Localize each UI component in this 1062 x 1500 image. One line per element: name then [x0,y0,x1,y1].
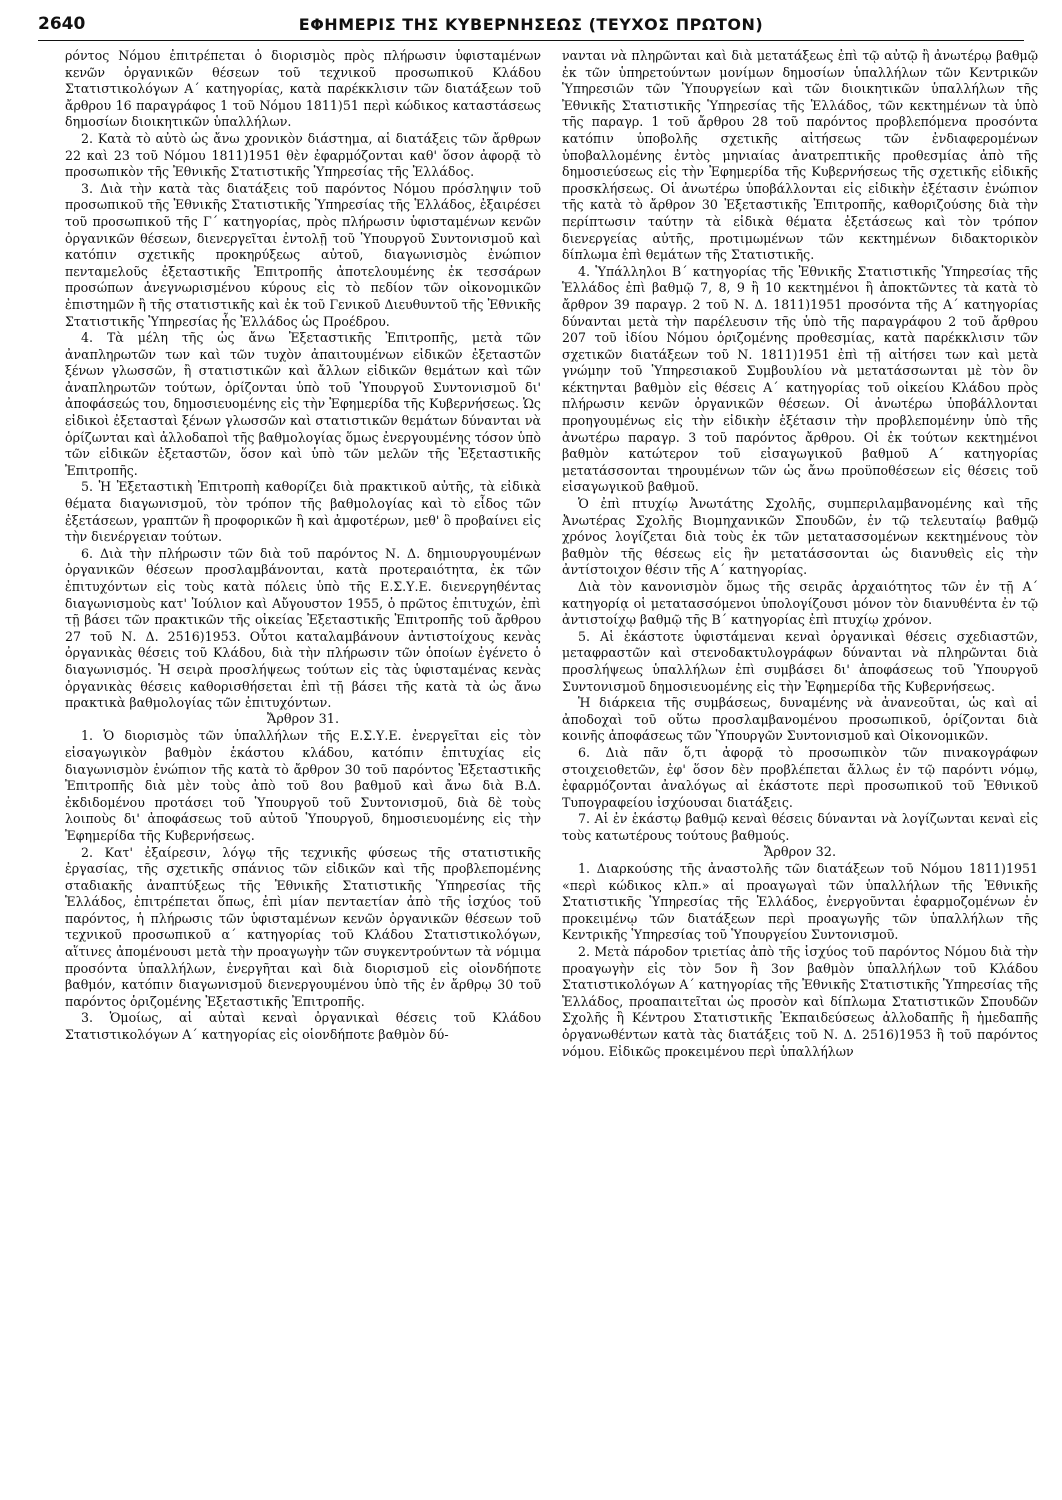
article-heading: Ἄρθρον 32. [763,844,837,860]
paragraph: 5. Ἡ Ἐξεταστικὴ Ἐπιτροπὴ καθορίζει διὰ πρακτικοῦ αὐτῆς, τὰ εἰδικὰ θέματα διαγωνισμοῦ, τὸν τρόπον τῆς βαθμολογίας καὶ τὸ εἶδος τῶν ἐξετάσεων, γραπτῶν ἢ προφορικῶν ἢ καὶ ἀμφοτέρων, μεθ' ὃ προβαίνει εἰς τὴν διενέργειαν τούτων. [65,479,541,545]
paragraph: 7. Αἱ ἐν ἑκάστῳ βαθμῷ κεναὶ θέσεις δύνανται νὰ λογίζωνται κεναὶ εἰς τοὺς κατωτέρους τούτους βαθμούς. [562,811,1038,843]
paragraph: Διὰ τὸν κανονισμὸν ὅμως τῆς σειρᾶς ἀρχαιότητος τῶν ἐν τῇ Α΄ κατηγορίᾳ οἱ μετατασσόμενοι ὑπολογίζουσι μόνον τὸν διανυθέντα ἐν τῷ ἀντιστοίχῳ βαθμῷ τῆς Β΄ κατηγορίας ἐπὶ πτυχίῳ χρόνον. [562,579,1038,628]
paragraph: 4. Ὑπάλληλοι Β΄ κατηγορίας τῆς Ἐθνικῆς Στατιστικῆς Ὑπηρεσίας τῆς Ἑλλάδος ἐπὶ βαθμῷ 7, 8, 9 ἢ 10 κεκτημένοι ἢ ἀποκτῶντες τὰ κατὰ τὸ ἄρθρον 39 παραγρ. 2 τοῦ Ν. Δ. 1811)1951 προσόντα τῆς Α΄ κατηγορίας δύνανται μετὰ τὴν παρέλευσιν τῆς ὑπὸ τῆς παραγράφου 2 τοῦ ἄρθρου 207 τοῦ ἰδίου Νόμου ὁριζομένης προθεσμίας, κατὰ παρέκκλισιν τῶν σχετικῶν διατάξεων τοῦ Ν. 1811)1951 ἐπὶ τῇ αἰτήσει των καὶ μετὰ γνώμην τοῦ Ὑπηρεσιακοῦ Συμβουλίου νὰ μετατάσσωνται μὲ τὸν ὃν κέκτηνται βαθμὸν εἰς θέσεις Α΄ κατηγορίας τοῦ οἰκείου Κλάδου πρὸς πλήρωσιν κενῶν ὀργανικῶν θέσεων. Οἱ ἀνωτέρω ὑποβάλλονται προηγουμένως εἰς τὴν εἰδικὴν ἐξέτασιν τὴν προβλεπομένην ὑπὸ τῆς ἀνωτέρω παραγρ. 3 τοῦ παρόντος ἄρθρου. Οἱ ἐκ τούτων κεκτημένοι βαθμὸν κατώτερον τοῦ εἰσαγωγικοῦ βαθμοῦ Α΄ κατηγορίας μετατάσσονται τηρουμένων τῶν ὡς ἄνω προϋποθέσεων εἰς θέσεις τοῦ εἰσαγωγικοῦ βαθμοῦ. [562,263,1038,495]
paragraph: 6. Διὰ πᾶν ὅ,τι ἀφορᾷ τὸ προσωπικὸν τῶν πινακογράφων στοιχειοθετῶν, ἐφ' ὅσον δὲν προβλέπεται ἄλλως ἐν τῷ παρόντι νόμῳ, ἐφαρμόζονται ἀναλόγως αἱ ἑκάστοτε περὶ προσωπικοῦ τοῦ Ἐθνικοῦ Τυπογραφείου ἰσχύουσαι διατάξεις. [562,744,1038,810]
paragraph: 4. Τὰ μέλη τῆς ὡς ἄνω Ἐξεταστικῆς Ἐπιτροπῆς, μετὰ τῶν ἀναπληρωτῶν των καὶ τῶν τυχὸν ἀπαιτουμένων εἰδικῶν ἐξεταστῶν ξένων γλωσσῶν, ἢ στατιστικῶν καὶ ἄλλων εἰδικῶν θεμάτων καὶ τῶν ἀναπληρωτῶν τούτων, ὁρίζονται ὑπὸ τοῦ Ὑπουργοῦ Συντονισμοῦ δι' ἀποφάσεώς του, δημοσιευομένης εἰς τὴν Ἐφημερίδα τῆς Κυβερνήσεως. Ὡς εἰδικοὶ ἐξετασταὶ ξένων γλωσσῶν καὶ στατιστικῶν θεμάτων δύνανται νὰ ὁρίζωνται καὶ ἀλλοδαποὶ τῆς βαθμολογίας ὅμως ἐνεργουμένης τόσον ὑπὸ τῶν εἰδικῶν ἐξεταστῶν, ὅσον καὶ ὑπὸ τῶν μελῶν τῆς Ἐξεταστικῆς Ἐπιτροπῆς. [65,330,541,478]
paragraph: 5. Αἱ ἑκάστοτε ὑφιστάμεναι κεναὶ ὀργανικαὶ θέσεις σχεδιαστῶν, μεταφραστῶν καὶ στενοδακτυλογράφων δύνανται νὰ πληρῶνται διὰ προσλήψεως ὑπαλλήλων ἐπὶ συμβάσει δι' ἀποφάσεως τοῦ Ὑπουργοῦ Συντονισμοῦ δημοσιευομένης εἰς τὴν Ἐφημερίδα τῆς Κυβερνήσεως. [562,628,1038,694]
page-header [38,14,1024,41]
paragraph: νανται νὰ πληρῶνται καὶ διὰ μετατάξεως ἐπὶ τῷ αὐτῷ ἢ ἀνωτέρῳ βαθμῷ ἐκ τῶν ὑπηρετούντων μονίμων δημοσίων ὑπαλλήλων τῶν Κεντρικῶν Ὑπηρεσιῶν τῶν Ὑπουργείων καὶ τῶν διοικητικῶν ὑπαλλήλων τῆς Ἐθνικῆς Στατιστικῆς Ὑπηρεσίας τῆς Ἑλλάδος, τῶν κεκτημένων τὰ ὑπὸ τῆς παραγρ. 1 τοῦ ἄρθρου 28 τοῦ παρόντος προβλεπόμενα προσόντα κατόπιν ὑποβολῆς σχετικῆς αἰτήσεως τῶν ἐνδιαφερομένων ὑποβαλλομένης ἐντὸς μηνιαίας ἀνατρεπτικῆς προθεσμίας ἀπὸ τῆς δημοσιεύσεως εἰς τὴν Ἐφημερίδα τῆς Κυβερνήσεως τῆς σχετικῆς εἰδικῆς προσκλήσεως. Οἱ ἀνωτέρω ὑποβάλλονται εἰς εἰδικὴν ἐξέτασιν ἐνώπιον τῆς κατὰ τὸ ἄρθρον 30 Ἐξεταστικῆς Ἐπιτροπῆς, καθοριζούσης διὰ τὴν περίπτωσιν ταύτην τὰ εἰδικὰ θέματα ἐξετάσεως καὶ τὸν τρόπον διενεργείας αὐτῆς, προτιμωμένων τῶν κεκτημένων διδακτορικὸν δίπλωμα ἐπὶ θεμάτων τῆς Στατιστικῆς. [562,48,1038,263]
page-number: 2640 [38,14,86,34]
paragraph: Ἡ διάρκεια τῆς συμβάσεως, δυναμένης νὰ ἀνανεοῦται, ὡς καὶ αἱ ἀποδοχαὶ τοῦ οὕτω προσλαμβανομένου προσωπικοῦ, ὁρίζονται διὰ κοινῆς ἀποφάσεως τῶν Ὑπουργῶν Συντονισμοῦ καὶ Οἰκονομικῶν. [562,695,1038,744]
paragraph: 1. Διαρκούσης τῆς ἀναστολῆς τῶν διατάξεων τοῦ Νόμου 1811)1951 «περὶ κώδικος κλπ.» αἱ προαγωγαὶ τῶν ὑπαλλήλων τῆς Ἐθνικῆς Στατιστικῆς Ὑπηρεσίας τῆς Ἑλλάδος, ἐνεργοῦνται ἐφαρμοζομένων ἐν προκειμένῳ τῶν διατάξεων περὶ προαγωγῆς τῶν ὑπαλλήλων τῆς Κεντρικῆς Ὑπηρεσίας τοῦ Ὑπουργείου Συντονισμοῦ. [562,861,1038,943]
paragraph: 2. Κατὰ τὸ αὐτὸ ὡς ἄνω χρονικὸν διάστημα, αἱ διατάξεις τῶν ἄρθρων 22 καὶ 23 τοῦ Νόμου 1811)1951 θὲν ἐφαρμόζονται καθ' ὅσον ἀφορᾷ τὸ προσωπικὸν τῆς Ἐθνικῆς Στατιστικῆς Ὑπηρεσίας τῆς Ἑλλάδος. [65,130,541,180]
gazette-title: ΕΦΗΜΕΡΙΣ ΤΗΣ ΚΥΒΕΡΝΗΣΕΩΣ (ΤΕΥΧΟΣ ΠΡΩΤΟΝ) [298,15,764,34]
right-column [562,48,1038,1488]
paragraph: Ὁ ἐπὶ πτυχίῳ Ἀνωτάτης Σχολῆς, συμπεριλαμβανομένης καὶ τῆς Ἀνωτέρας Σχολῆς Βιομηχανικῶν Σπουδῶν, ἐν τῷ τελευταίῳ βαθμῷ χρόνος λογίζεται διὰ τοὺς ἐκ τῶν μετατασσομένων κεκτημένους τὸν βαθμὸν τῆς θέσεως εἰς ἣν μετατάσσονται ὡς διανυθεὶς εἰς τὴν ἀντίστοιχον θέσιν τῆς Α΄ κατηγορίας. [562,496,1038,578]
paragraph: 3. Διὰ τὴν κατὰ τὰς διατάξεις τοῦ παρόντος Νόμου πρόσληψιν τοῦ προσωπικοῦ τῆς Ἐθνικῆς Στατιστικῆς Ὑπηρεσίας τῆς Ἑλλάδος, ἐξαιρέσει τοῦ προσωπικοῦ τῆς Γ΄ κατηγορίας, πρὸς πλήρωσιν ὑφισταμένων κενῶν ὀργανικῶν θέσεων, διενεργεῖται ἐντολῇ τοῦ Ὑπουργοῦ Συντονισμοῦ καὶ κατόπιν σχετικῆς προκηρύξεως αὐτοῦ, διαγωνισμὸς ἐνώπιον πενταμελοῦς ἐξεταστικῆς Ἐπιτροπῆς ἀποτελουμένης ἐκ τεσσάρων προσώπων ἀνεγνωρισμένου κύρους εἰς τὸ πεδίον τῶν οἰκονομικῶν ἐπιστημῶν ἢ τῆς στατιστικῆς καὶ ἐκ τοῦ Γενικοῦ Διευθυντοῦ τῆς Ἐθνικῆς Στατιστικῆς Ὑπηρεσίας ἧς Ἑλλάδος ὡς Προέδρου. [65,180,541,329]
left-column [65,48,541,1488]
paragraph: 3. Ὁμοίως, αἱ αὐταὶ κεναὶ ὀργανικαὶ θέσεις τοῦ Κλάδου Στατιστικολόγων Α΄ κατηγορίας εἰς οἱονδήποτε βαθμὸν δύ- [65,1010,541,1043]
paragraph: ρόντος Νόμου ἐπιτρέπεται ὁ διορισμὸς πρὸς πλήρωσιν ὑφισταμένων κενῶν ὀργανικῶν θέσεων τοῦ τεχνικοῦ προσωπικοῦ Κλάδου Στατιστικολόγων Α΄ κατηγορίας, κατὰ παρέκκλισιν τῶν διατάξεων τοῦ ἄρθρου 16 παραγράφος 1 τοῦ Νόμου 1811)51 περὶ κώδικος καταστάσεως δημοσίων διοικητικῶν ὑπαλλήλων. [65,48,541,130]
paragraph: 1. Ὁ διορισμὸς τῶν ὑπαλλήλων τῆς Ε.Σ.Υ.Ε. ἐνεργεῖται εἰς τὸν εἰσαγωγικὸν βαθμὸν ἑκάστου κλάδου, κατόπιν ἐπιτυχίας εἰς διαγωνισμὸν ἐνώπιον τῆς κατὰ τὸ ἄρθρον 30 τοῦ παρόντος Ἐξεταστικῆς Ἐπιτροπῆς διὰ μὲν τοὺς ἀπὸ τοῦ 8ου βαθμοῦ καὶ ἄνω διὰ Β.Δ. ἐκδιδομένου προτάσει τοῦ Ὑπουργοῦ τοῦ Συντονισμοῦ, διὰ δὲ τοὺς λοιποὺς δι' ἀποφάσεως τοῦ αὐτοῦ Ὑπουργοῦ, δημοσιευομένης εἰς τὴν Ἐφημερίδα τῆς Κυβερνήσεως. [65,728,541,843]
paragraph: 2. Κατ' ἐξαίρεσιν, λόγῳ τῆς τεχνικῆς φύσεως τῆς στατιστικῆς ἐργασίας, τῆς σχετικῆς σπάνιος τῶν εἰδικῶν καὶ τῆς προβλεπομένης σταδιακῆς ἀναπτύξεως τῆς Ἐθνικῆς Στατιστικῆς Ὑπηρεσίας τῆς Ἑλλάδος, ἐπιτρέπεται ὅπως, ἐπὶ μίαν πενταετίαν ἀπὸ τῆς ἰσχύος τοῦ παρόντος, ἡ πλήρωσις τῶν ὑφισταμένων κενῶν ὀργανικῶν θέσεων τοῦ τεχνικοῦ προσωπικοῦ α΄ κατηγορίας τοῦ Κλάδου Στατιστικολόγων, αἵτινες ἀπομένουσι μετὰ τὴν προαγωγὴν τῶν συγκεντρούντων τὰ νόμιμα προσόντα ὑπαλλήλων, ἐνεργῆται καὶ διὰ διορισμοῦ εἰς οἱονδήποτε βαθμόν, κατόπιν διαγωνισμοῦ διενεργουμένου ὑπὸ τῆς ἐν ἄρθρῳ 30 τοῦ παρόντος ὁριζομένης Ἐξεταστικῆς Ἐπιτροπῆς. [65,844,541,1009]
paragraph: 6. Διὰ τὴν πλήρωσιν τῶν διὰ τοῦ παρόντος Ν. Δ. δημιουργουμένων ὀργανικῶν θέσεων προσλαμβάνονται, κατὰ προτεραιότητα, ἐκ τῶν ἐπιτυχόντων εἰς τοὺς κατὰ πόλεις ὑπὸ τῆς Ε.Σ.Υ.Ε. διενεργηθέντας διαγωνισμοὺς κατ' Ἰούλιον καὶ Αὔγουστον 1955, ὁ πρῶτος ἐπιτυχών, ἐπὶ τῇ βάσει τῶν πρακτικῶν τῆς οἰκείας Ἐξεταστικῆς Ἐπιτροπῆς τοῦ ἄρθρου 27 τοῦ Ν. Δ. 2516)1953. Οὗτοι καταλαμβάνουν ἀντιστοίχους κενὰς ὀργανικὰς θέσεις τοῦ Κλάδου, διὰ τὴν πλήρωσιν τῶν ὁποίων ἐγένετο ὁ διαγωνισμός. Ἡ σειρὰ προσλήψεως τούτων εἰς τὰς ὑφισταμένας κενὰς ὀργανικὰς θέσεις καθορισθήσεται ἐπὶ τῇ βάσει τῆς κατὰ τὰ ὡς ἄνω πρακτικὰ βαθμολογίας τῶν ἐπιτυχόντων. [65,545,541,711]
article-heading: Ἄρθρον 31. [266,711,340,727]
paragraph: 2. Μετὰ πάροδον τριετίας ἀπὸ τῆς ἰσχύος τοῦ παρόντος Νόμου διὰ τὴν προαγωγὴν εἰς τὸν 5ον ἢ 3ον βαθμὸν ὑπαλλήλων τοῦ Κλάδου Στατιστικολόγων Α΄ κατηγορίας τῆς Ἐθνικῆς Στατιστικῆς Ὑπηρεσίας τῆς Ἑλλάδος, προαπαιτεῖται ὡς προσὸν καὶ δίπλωμα Στατιστικῶν Σπουδῶν Σχολῆς ἢ Κέντρου Στατιστικῆς Ἐκπαιδεύσεως ἀλλοδαπῆς ἢ ἡμεδαπῆς ὀργανωθέντων κατὰ τὰς διατάξεις τοῦ Ν. Δ. 2516)1953 ἢ τοῦ παρόντος νόμου. Εἰδικῶς προκειμένου περὶ ὑπαλλήλων [562,944,1038,1059]
